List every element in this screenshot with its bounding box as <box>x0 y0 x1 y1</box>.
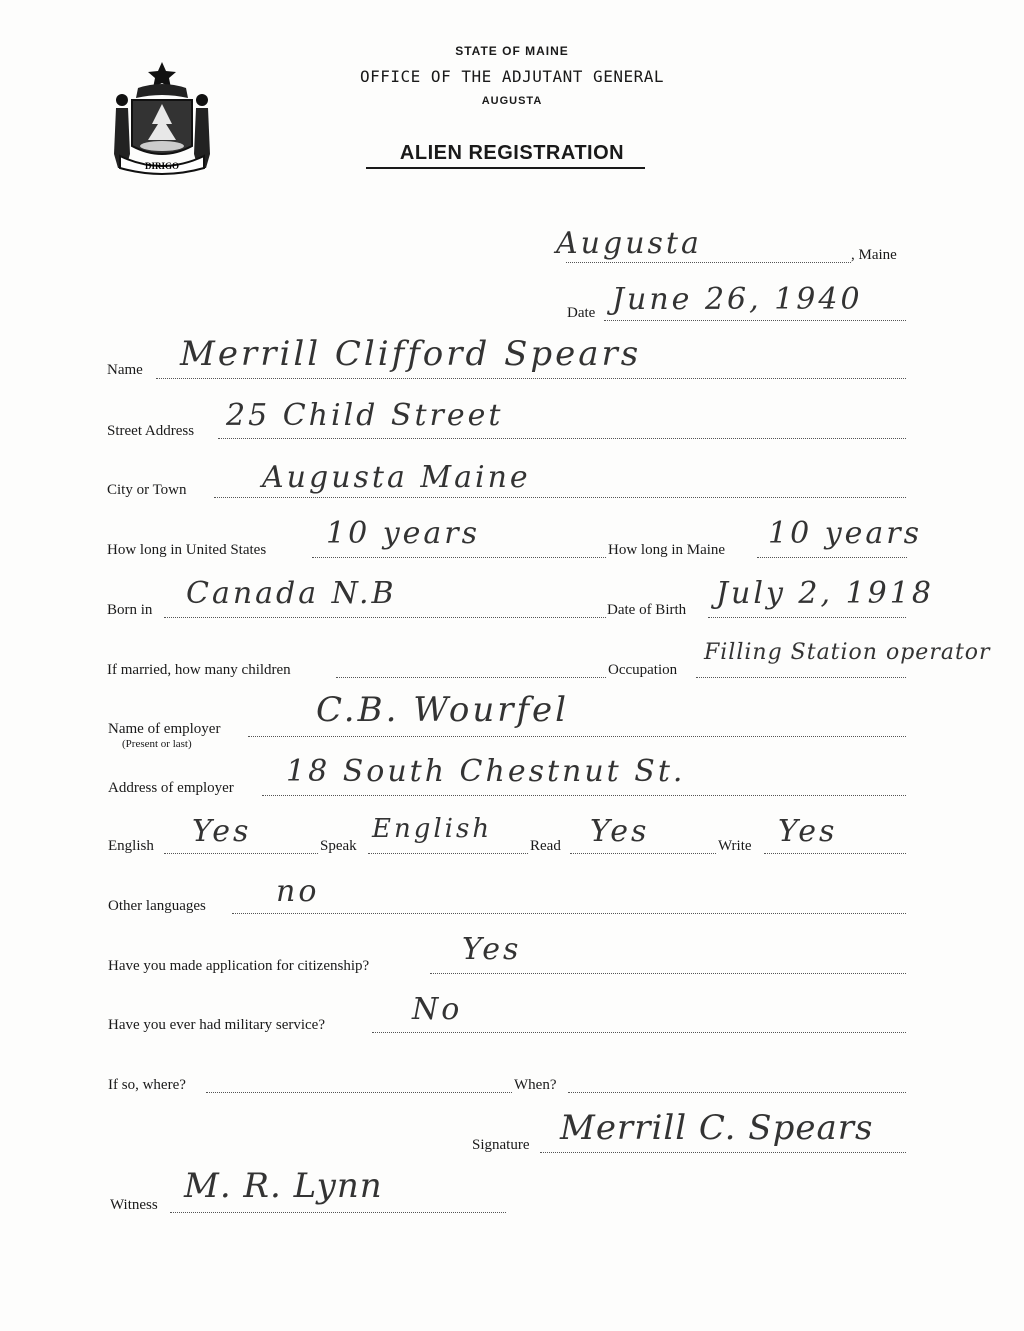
witness-entry: M. R. Lynn <box>184 1166 383 1206</box>
header-state: STATE OF MAINE <box>455 44 569 58</box>
employer-entry: C.B. Wourfel <box>316 690 570 730</box>
other-languages-label: Other languages <box>108 898 206 914</box>
us-years-entry: 10 years <box>326 516 481 551</box>
town-entry: Augusta <box>556 226 702 261</box>
occupation-label: Occupation <box>608 662 678 678</box>
occupation-entry: Filling Station operator <box>704 640 991 665</box>
english-label: English <box>108 838 154 854</box>
write-entry: Yes <box>778 814 838 849</box>
form-title: ALIEN REGISTRATION <box>399 142 625 164</box>
read-label: Read <box>530 838 561 854</box>
street-label: Street Address <box>107 423 195 439</box>
dob-label: Date of Birth <box>607 602 687 618</box>
name-label: Name <box>107 362 143 378</box>
children-label: If married, how many children <box>107 662 291 678</box>
witness-label: Witness <box>110 1197 158 1213</box>
employer-address-label: Address of employer <box>108 780 234 796</box>
employer-note: (Present or last) <box>122 738 192 750</box>
when-label: When? <box>514 1077 557 1093</box>
date-entry: June 26, 1940 <box>612 282 863 317</box>
employer-label: Name of employer <box>108 721 221 737</box>
date-label: Date <box>567 305 596 321</box>
employer-address-entry: 18 South Chestnut St. <box>286 754 686 789</box>
maine-years-entry: 10 years <box>768 516 923 551</box>
born-label: Born in <box>107 602 153 618</box>
city-entry: Augusta Maine <box>262 460 531 495</box>
maine-state-seal-icon <box>108 58 216 176</box>
signature-entry: Merrill C. Spears <box>560 1108 874 1148</box>
military-entry: No <box>412 992 463 1027</box>
write-label: Write <box>718 838 752 854</box>
name-entry: Merrill Clifford Spears <box>180 334 642 374</box>
born-entry: Canada N.B <box>186 576 397 611</box>
military-label: Have you ever had military service? <box>108 1017 325 1033</box>
speak-label: Speak <box>320 838 357 854</box>
seal-motto: DIRIGO <box>144 161 180 171</box>
english-entry: Yes <box>192 814 252 849</box>
other-languages-entry: no <box>276 874 320 909</box>
speak-entry: English <box>372 814 493 844</box>
us-years-label: How long in United States <box>107 542 267 558</box>
signature-label: Signature <box>472 1137 530 1153</box>
street-entry: 25 Child Street <box>226 398 504 433</box>
where-label: If so, where? <box>108 1077 186 1093</box>
citizenship-label: Have you made application for citizenship? <box>108 958 370 974</box>
maine-label: , Maine <box>851 247 897 263</box>
dob-entry: July 2, 1918 <box>716 576 934 611</box>
citizenship-entry: Yes <box>462 932 522 967</box>
city-label: City or Town <box>107 482 187 498</box>
title-underline <box>366 167 645 169</box>
maine-years-label: How long in Maine <box>608 542 726 558</box>
header-city: AUGUSTA <box>481 95 543 107</box>
read-entry: Yes <box>590 814 650 849</box>
header-office: OFFICE OF THE ADJUTANT GENERAL <box>360 67 664 86</box>
